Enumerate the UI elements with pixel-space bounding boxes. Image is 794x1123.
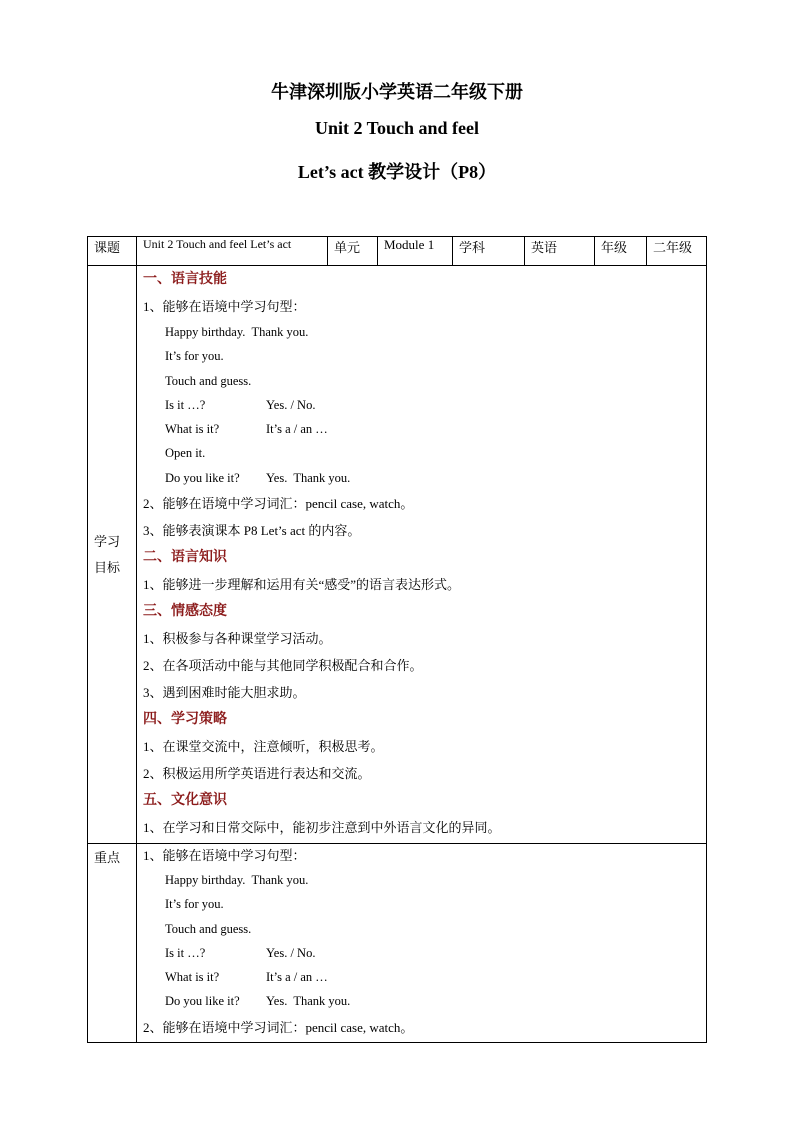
unit-value: Module 1 <box>378 237 453 266</box>
objectives-label-line1: 学习 <box>94 533 121 549</box>
key-points-row <box>88 844 707 1043</box>
objective-item: 3、遇到困难时能大胆求助。 <box>143 685 306 701</box>
subject-value: 英语 <box>525 237 595 266</box>
key-points-label: 重点 <box>88 844 137 1043</box>
example-sentence: It’s for you. <box>165 349 224 364</box>
example-sentence: Do you like it? Yes. Thank you. <box>165 470 351 485</box>
objectives-content <box>137 266 707 844</box>
objective-item: 1、能够进一步理解和运用有关“感受”的语言表达形式。 <box>143 577 461 593</box>
example-sentence: Touch and guess. <box>165 921 252 936</box>
example-sentence: Is it …? Yes. / No. <box>165 945 316 960</box>
objective-item: 1、积极参与各种课堂学习活动。 <box>143 631 332 647</box>
lesson-title: Let’s act 教学设计（P8） <box>297 162 497 182</box>
grade-value: 二年级 <box>647 237 707 266</box>
topic-value: Unit 2 Touch and feel Let’s act <box>137 237 328 266</box>
example-sentence: Do you like it? Yes. Thank you. <box>165 994 351 1009</box>
section-language-skills: 一、语言技能 <box>143 272 227 287</box>
objective-item: 3、能够表演课本 P8 Let’s act 的内容。 <box>143 523 361 539</box>
section-attitude: 三、情感态度 <box>143 604 227 620</box>
example-sentence: Touch and guess. <box>165 373 252 388</box>
example-sentence: Happy birthday. Thank you. <box>165 873 309 887</box>
unit-label: 单元 <box>328 237 378 266</box>
objective-item: 2、在各项活动中能与其他同学积极配合和合作。 <box>143 658 423 674</box>
objectives-label <box>88 266 137 844</box>
objective-item: 2、能够在语境中学习词汇：pencil case, watch。 <box>143 496 414 512</box>
objectives-row <box>88 266 707 844</box>
objective-item: 1、能够在语境中学习句型： <box>143 299 306 314</box>
example-sentence: What is it? It’s a / an … <box>165 422 328 437</box>
objective-item: 1、在课堂交流中，注意倾听，积极思考。 <box>143 739 384 755</box>
info-row <box>88 237 707 266</box>
section-language-knowledge: 二、语言知识 <box>143 550 227 566</box>
objective-item: 1、在学习和日常交际中，能初步注意到中外语言文化的异同。 <box>143 820 501 836</box>
example-sentence: Is it …? Yes. / No. <box>165 397 316 412</box>
example-sentence: It’s for you. <box>165 897 224 912</box>
example-sentence: What is it? It’s a / an … <box>165 970 328 985</box>
section-cultural-awareness: 五、文化意识 <box>143 793 227 809</box>
key-point-item: 2、能够在语境中学习词汇：pencil case, watch。 <box>143 1019 414 1035</box>
objective-item: 2、积极运用所学英语进行表达和交流。 <box>143 766 371 782</box>
lesson-plan-table <box>87 236 707 1043</box>
grade-label: 年级 <box>595 237 647 266</box>
document-title: 牛津深圳版小学英语二年级下册 <box>271 82 523 102</box>
key-points-content <box>137 844 707 1043</box>
key-point-item: 1、能够在语境中学习句型： <box>143 848 306 863</box>
example-sentence: Happy birthday. Thank you. <box>165 325 309 339</box>
subject-label: 学科 <box>453 237 525 266</box>
section-learning-strategy: 四、学习策略 <box>143 712 227 728</box>
example-sentence: Open it. <box>165 446 206 461</box>
objectives-label-line2: 目标 <box>94 559 121 575</box>
topic-label: 课题 <box>88 237 137 266</box>
unit-title: Unit 2 Touch and feel <box>314 118 480 138</box>
